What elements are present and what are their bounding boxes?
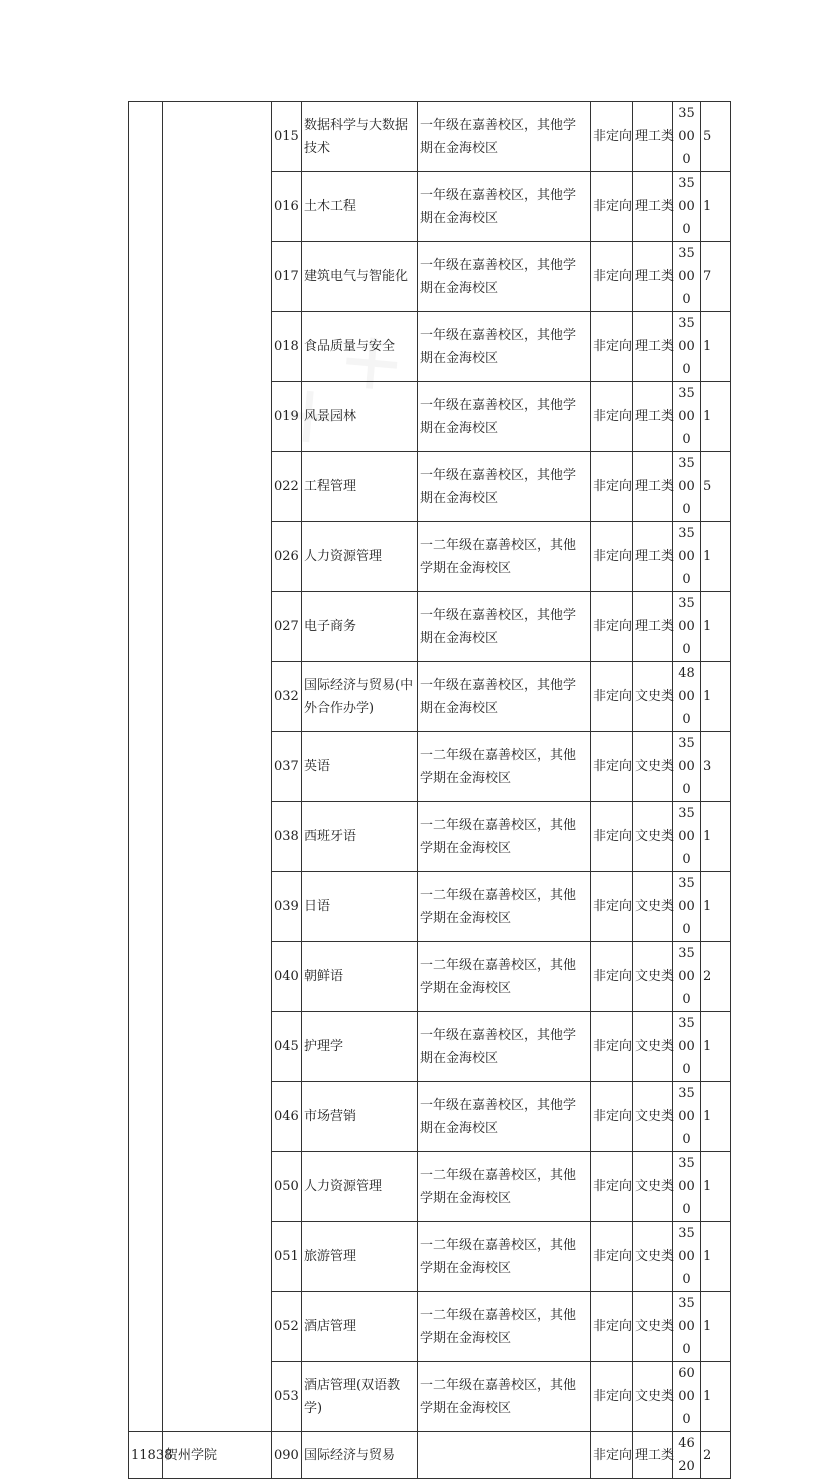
- note-cell: 一年级在嘉善校区，其他学期在金海校区: [418, 662, 591, 732]
- note-cell: 一年级在嘉善校区，其他学期在金海校区: [418, 102, 591, 172]
- major-code-cell: 046: [272, 1082, 302, 1152]
- direction-cell: 非定向: [591, 592, 633, 662]
- direction-cell: 非定向: [591, 312, 633, 382]
- major-code-cell: 016: [272, 172, 302, 242]
- note-cell: 一二年级在嘉善校区，其他学期在金海校区: [418, 802, 591, 872]
- note-cell: 一年级在嘉善校区，其他学期在金海校区: [418, 242, 591, 312]
- major-name-cell: 人力资源管理: [302, 522, 418, 592]
- direction-cell: 非定向: [591, 102, 633, 172]
- fee-cell: 35000: [673, 1012, 701, 1082]
- major-name-cell: 工程管理: [302, 452, 418, 522]
- plan-count-cell: 1: [701, 802, 731, 872]
- school-name-cell-empty: [163, 102, 272, 1432]
- major-name-cell: 护理学: [302, 1012, 418, 1082]
- table-row-helzhou: [129, 1432, 731, 1479]
- plan-count-cell: 1: [701, 172, 731, 242]
- major-name-cell: 国际经济与贸易: [302, 1432, 418, 1479]
- major-name-cell: 数据科学与大数据技术: [302, 102, 418, 172]
- fee-cell: 35000: [673, 522, 701, 592]
- direction-cell: 非定向: [591, 942, 633, 1012]
- direction-cell: 非定向: [591, 872, 633, 942]
- plan-count-cell: 1: [701, 1012, 731, 1082]
- plan-count-cell: 1: [701, 1082, 731, 1152]
- major-code-cell: 032: [272, 662, 302, 732]
- fee-cell: 35000: [673, 172, 701, 242]
- plan-count-cell: 1: [701, 1292, 731, 1362]
- category-cell: 理工类: [633, 452, 673, 522]
- direction-cell: 非定向: [591, 732, 633, 802]
- plan-count-cell: 5: [701, 102, 731, 172]
- fee-cell: 35000: [673, 242, 701, 312]
- plan-count-cell: 2: [701, 942, 731, 1012]
- category-cell: 文史类: [633, 662, 673, 732]
- category-cell: 理工类: [633, 382, 673, 452]
- direction-cell: 非定向: [591, 1222, 633, 1292]
- direction-cell: 非定向: [591, 1432, 633, 1479]
- note-cell: 一年级在嘉善校区，其他学期在金海校区: [418, 452, 591, 522]
- fee-cell: 60000: [673, 1362, 701, 1432]
- major-code-cell: 053: [272, 1362, 302, 1432]
- fee-cell: 35000: [673, 872, 701, 942]
- plan-count-cell: 1: [701, 312, 731, 382]
- note-cell: 一年级在嘉善校区，其他学期在金海校区: [418, 1082, 591, 1152]
- major-name-cell: 朝鲜语: [302, 942, 418, 1012]
- category-cell: 文史类: [633, 872, 673, 942]
- note-cell: 一二年级在嘉善校区，其他学期在金海校区: [418, 732, 591, 802]
- direction-cell: 非定向: [591, 522, 633, 592]
- fee-cell: 35000: [673, 102, 701, 172]
- direction-cell: 非定向: [591, 1362, 633, 1432]
- major-code-cell: 015: [272, 102, 302, 172]
- plan-count-cell: 5: [701, 452, 731, 522]
- plan-count-cell: 3: [701, 732, 731, 802]
- plan-count-cell: 2: [701, 1432, 731, 1479]
- major-name-cell: 西班牙语: [302, 802, 418, 872]
- major-code-cell: 018: [272, 312, 302, 382]
- major-name-cell: 风景园林: [302, 382, 418, 452]
- plan-count-cell: 1: [701, 1152, 731, 1222]
- major-code-cell: 039: [272, 872, 302, 942]
- note-cell: 一年级在嘉善校区，其他学期在金海校区: [418, 382, 591, 452]
- direction-cell: 非定向: [591, 452, 633, 522]
- note-cell: 一二年级在嘉善校区，其他学期在金海校区: [418, 872, 591, 942]
- note-cell: 一二年级在嘉善校区，其他学期在金海校区: [418, 942, 591, 1012]
- fee-cell: 35000: [673, 1222, 701, 1292]
- category-cell: 文史类: [633, 1222, 673, 1292]
- category-cell: 理工类: [633, 1432, 673, 1479]
- note-cell: 一二年级在嘉善校区，其他学期在金海校区: [418, 1222, 591, 1292]
- note-cell: 一二年级在嘉善校区，其他学期在金海校区: [418, 1152, 591, 1222]
- major-code-cell: 019: [272, 382, 302, 452]
- category-cell: 文史类: [633, 1292, 673, 1362]
- fee-cell: 35000: [673, 1152, 701, 1222]
- fee-cell: 35000: [673, 312, 701, 382]
- major-name-cell: 酒店管理(双语教学): [302, 1362, 418, 1432]
- direction-cell: 非定向: [591, 1152, 633, 1222]
- direction-cell: 非定向: [591, 382, 633, 452]
- major-code-cell: 037: [272, 732, 302, 802]
- major-name-cell: 建筑电气与智能化: [302, 242, 418, 312]
- major-name-cell: 土木工程: [302, 172, 418, 242]
- school-name-cell: 贺州学院: [163, 1432, 272, 1479]
- major-code-cell: 050: [272, 1152, 302, 1222]
- direction-cell: 非定向: [591, 802, 633, 872]
- fee-cell: 35000: [673, 1292, 701, 1362]
- category-cell: 理工类: [633, 102, 673, 172]
- major-code-cell: 051: [272, 1222, 302, 1292]
- plan-count-cell: 7: [701, 242, 731, 312]
- plan-count-cell: 1: [701, 382, 731, 452]
- major-name-cell: 旅游管理: [302, 1222, 418, 1292]
- admission-table: [128, 101, 731, 1479]
- note-cell: 一年级在嘉善校区，其他学期在金海校区: [418, 312, 591, 382]
- direction-cell: 非定向: [591, 1012, 633, 1082]
- plan-count-cell: 1: [701, 662, 731, 732]
- direction-cell: 非定向: [591, 1292, 633, 1362]
- major-code-cell: 045: [272, 1012, 302, 1082]
- category-cell: 文史类: [633, 802, 673, 872]
- note-cell: 一二年级在嘉善校区，其他学期在金海校区: [418, 522, 591, 592]
- category-cell: 文史类: [633, 1012, 673, 1082]
- major-name-cell: 国际经济与贸易(中外合作办学): [302, 662, 418, 732]
- fee-cell: 35000: [673, 1082, 701, 1152]
- fee-cell: 35000: [673, 802, 701, 872]
- category-cell: 理工类: [633, 172, 673, 242]
- major-name-cell: 酒店管理: [302, 1292, 418, 1362]
- direction-cell: 非定向: [591, 172, 633, 242]
- category-cell: 文史类: [633, 1362, 673, 1432]
- note-cell: 一二年级在嘉善校区，其他学期在金海校区: [418, 1362, 591, 1432]
- fee-cell: 35000: [673, 382, 701, 452]
- major-code-cell: 038: [272, 802, 302, 872]
- major-code-cell: 027: [272, 592, 302, 662]
- note-cell: 一年级在嘉善校区，其他学期在金海校区: [418, 172, 591, 242]
- fee-cell: 35000: [673, 732, 701, 802]
- major-code-cell: 052: [272, 1292, 302, 1362]
- major-code-cell: 026: [272, 522, 302, 592]
- note-cell: 一年级在嘉善校区，其他学期在金海校区: [418, 1012, 591, 1082]
- note-cell: 一年级在嘉善校区，其他学期在金海校区: [418, 592, 591, 662]
- category-cell: 文史类: [633, 1082, 673, 1152]
- plan-count-cell: 1: [701, 1362, 731, 1432]
- major-code-cell: 022: [272, 452, 302, 522]
- major-name-cell: 市场营销: [302, 1082, 418, 1152]
- plan-count-cell: 1: [701, 872, 731, 942]
- fee-cell: 35000: [673, 592, 701, 662]
- table-row: [129, 102, 731, 172]
- plan-count-cell: 1: [701, 592, 731, 662]
- plan-count-cell: 1: [701, 1222, 731, 1292]
- category-cell: 理工类: [633, 592, 673, 662]
- fee-cell: 4620: [673, 1432, 701, 1479]
- major-name-cell: 食品质量与安全: [302, 312, 418, 382]
- table-body: [129, 102, 731, 1479]
- category-cell: 理工类: [633, 522, 673, 592]
- fee-cell: 48000: [673, 662, 701, 732]
- major-name-cell: 英语: [302, 732, 418, 802]
- plan-count-cell: 1: [701, 522, 731, 592]
- note-cell: 一二年级在嘉善校区，其他学期在金海校区: [418, 1292, 591, 1362]
- major-name-cell: 日语: [302, 872, 418, 942]
- major-code-cell: 040: [272, 942, 302, 1012]
- major-name-cell: 人力资源管理: [302, 1152, 418, 1222]
- category-cell: 文史类: [633, 732, 673, 802]
- fee-cell: 35000: [673, 452, 701, 522]
- category-cell: 文史类: [633, 942, 673, 1012]
- category-cell: 文史类: [633, 1152, 673, 1222]
- category-cell: 理工类: [633, 242, 673, 312]
- major-code-cell: 017: [272, 242, 302, 312]
- school-code-cell-empty: [129, 102, 163, 1432]
- direction-cell: 非定向: [591, 662, 633, 732]
- direction-cell: 非定向: [591, 1082, 633, 1152]
- direction-cell: 非定向: [591, 242, 633, 312]
- fee-cell: 35000: [673, 942, 701, 1012]
- major-name-cell: 电子商务: [302, 592, 418, 662]
- note-cell: [418, 1432, 591, 1479]
- category-cell: 理工类: [633, 312, 673, 382]
- school-code-cell: 11838: [129, 1432, 163, 1479]
- major-code-cell: 090: [272, 1432, 302, 1479]
